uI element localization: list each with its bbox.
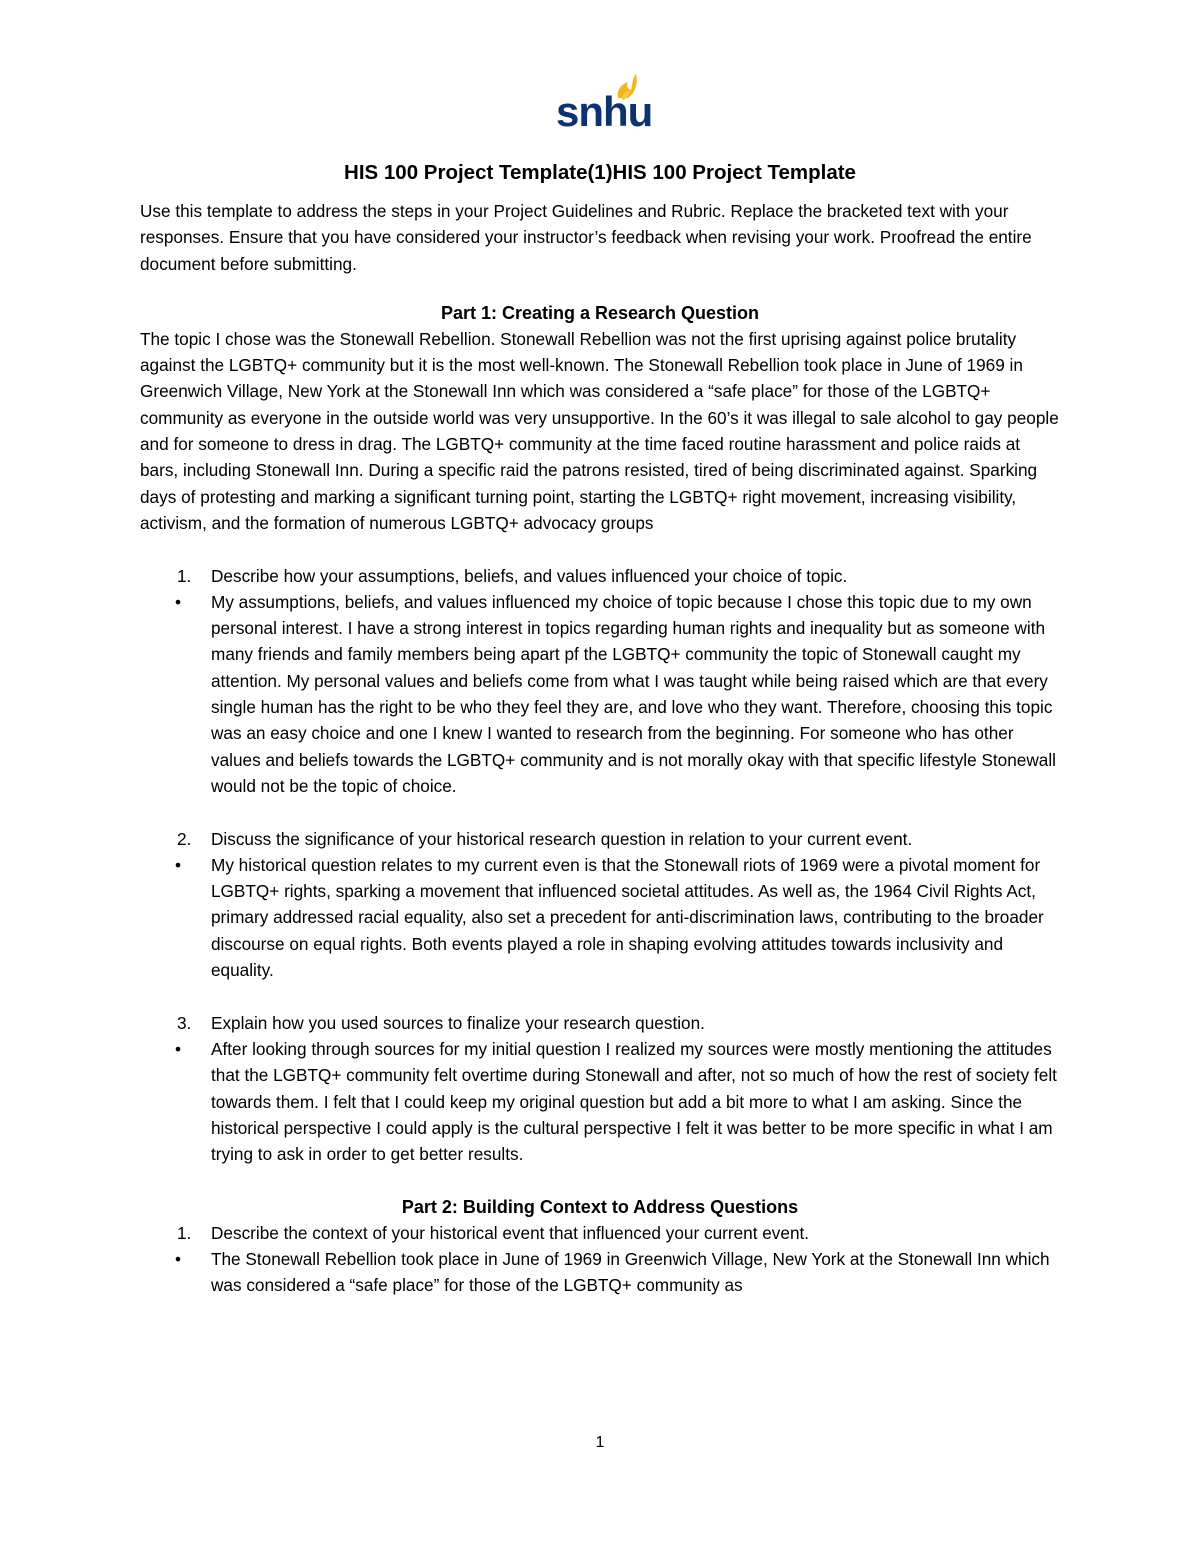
intro-paragraph: Use this template to address the steps in your Project Guidelines and Rubric. Replace the bracketed text with your responses. Ensure that you have considered your instructor’s feedback when revising your work. Proofread the entire document before submitting. — [140, 201, 1032, 274]
question-response: After looking through sources for my initial question I realized my sources were mostly mentioning the attitudes that the LGBTQ+ community felt overtime during Stonewall and after, not so much of how the rest of society felt towards them. I felt that I could keep my original question but add a bit more to what I am asking. Since the historical perspective I could apply is the cultural perspective I felt it was better to be more specific in what I am trying to ask in order to get better results. — [211, 1038, 1057, 1165]
part1-question-3 — [140, 1010, 1060, 1036]
bullet-icon: • — [175, 591, 182, 612]
list-number: 2. — [177, 828, 192, 849]
list-number: 3. — [177, 1012, 192, 1033]
question-prompt: Discuss the significance of your historical research question in relation to your current event. — [211, 828, 913, 849]
bullet-icon: • — [175, 1038, 182, 1059]
question-response: My historical question relates to my current even is that the Stonewall riots of 1969 were a pivotal moment for LGBTQ+ rights, sparking a movement that influenced societal attitudes. As well as, the 1964 Civil Rights Act, primary addressed racial equality, also set a precedent for anti-discrimination laws, contributing to the broader discourse on equal rights. Both events played a role in shaping evolving attitudes towards inclusivity and equality. — [211, 854, 1044, 981]
question-response: The Stonewall Rebellion took place in June of 1969 in Greenwich Village, New York at the Stonewall Inn which was considered a “safe place” for those of the LGBTQ+ community as — [211, 1248, 1050, 1296]
snhu-logo — [556, 72, 653, 135]
topic-paragraph: The topic I chose was the Stonewall Rebellion. Stonewall Rebellion was not the first uprising against police brutality against the LGBTQ+ community but it is the most well-known. The Stonewall Rebellion took place in June of 1969 in Greenwich Village, New York at the Stonewall Inn which was considered a “safe place” for those of the LGBTQ+ community as everyone in the outside world was very unsupportive. In the 60’s it was illegal to sale alcohol to gay people and for someone to dress in drag. The LGBTQ+ community at the time faced routine harassment and police raids at bars, including Stonewall Inn. During a specific raid the patrons resisted, tired of being discriminated against. Sparking days of protesting and marking a significant turning point, starting the LGBTQ+ right movement, increasing visibility, activism, and the formation of numerous LGBTQ+ advocacy groups — [140, 328, 1059, 533]
bullet-icon: • — [175, 854, 182, 875]
part2-response-1 — [140, 1246, 1060, 1299]
part1-response-3 — [140, 1036, 1060, 1167]
question-prompt: Describe the context of your historical event that influenced your current event. — [211, 1222, 810, 1243]
document-body — [140, 158, 1060, 1299]
question-response: My assumptions, beliefs, and values influenced my choice of topic because I chose this topic due to my own personal interest. I have a strong interest in topics regarding human rights and inequality but as someone with many friends and family members being apart pf the LGBTQ+ community the topic of Stonewall caught my attention. My personal values and beliefs come from what I was taught while being raised which are that every single human has the right to be who they feel they are, and love who they want. Therefore, choosing this topic was an easy choice and one I knew I wanted to research from the beginning. For someone who has other values and beliefs towards the LGBTQ+ community and is not morally okay with that specific lifestyle Stonewall would not be the topic of choice. — [211, 591, 1056, 796]
page-number: 1 — [595, 1434, 605, 1451]
part1-response-1 — [140, 589, 1060, 799]
part2-heading: Part 2: Building Context to Address Questions — [401, 1196, 799, 1217]
question-prompt: Explain how you used sources to finalize your research question. — [211, 1012, 705, 1033]
list-number: 1. — [177, 1222, 192, 1243]
part1-heading: Part 1: Creating a Research Question — [440, 302, 760, 323]
document-title: HIS 100 Project Template(1)HIS 100 Project Template — [344, 161, 856, 184]
question-prompt: Describe how your assumptions, beliefs, and values influenced your choice of topic. — [211, 565, 848, 586]
part1-question-1 — [140, 563, 1060, 589]
part2-question-1 — [140, 1220, 1060, 1246]
part1-response-2 — [140, 852, 1060, 983]
bullet-icon: • — [175, 1248, 182, 1269]
list-number: 1. — [177, 565, 192, 586]
part1-question-2 — [140, 826, 1060, 852]
logo-wordmark: snhu — [556, 88, 653, 135]
